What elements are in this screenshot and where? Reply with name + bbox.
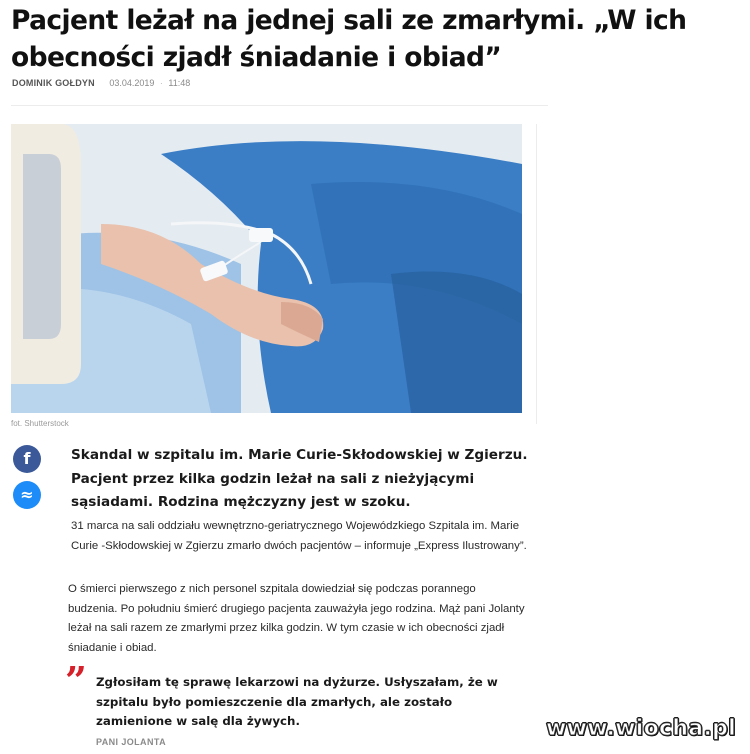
- byline: [12, 78, 190, 88]
- article-quote: Zgłosiłam tę sprawę lekarzowi na dyżurze. Usłyszałam, że w szpitalu było pomieszczenie dla zmarłych, ale zostało zamienione w salę dla żywych.: [96, 675, 498, 728]
- article-lead: Skandal w szpitalu im. Marie Curie-Skłodowskiej w Zgierzu. Pacjent przez kilka godzin leżał na sali z nieżyjącymi sąsiadami. Rodzina mężczyzny jest w szoku.: [71, 447, 528, 510]
- article-photo: [11, 124, 522, 413]
- photo-credit: fot. Shutterstock: [11, 419, 69, 428]
- column-divider: [536, 124, 537, 424]
- facebook-share-button[interactable]: [13, 445, 41, 473]
- publish-time: 11:48: [168, 78, 191, 88]
- author-name[interactable]: DOMINIK GOŁDYN: [12, 78, 95, 88]
- site-watermark: www.wiocha.pl: [546, 716, 736, 741]
- byline-separator: ·: [159, 78, 163, 88]
- facebook-icon: f: [23, 449, 31, 468]
- messenger-share-button[interactable]: [13, 481, 41, 509]
- article-paragraph-1: 31 marca na sali oddziału wewnętrzno-geriatrycznego Wojewódzkiego Szpitala im. Marie Curie -Skłodowskiej w Zgierzu zmarło dwóch pacjentów – informuje „Express Ilustrowany”.: [71, 520, 527, 552]
- quote-mark-icon: ”: [65, 658, 87, 703]
- header-divider: [11, 105, 548, 106]
- quote-author: PANI JOLANTA: [96, 737, 166, 747]
- messenger-icon: ≈: [20, 485, 34, 504]
- hospital-bed-illustration: [11, 124, 522, 413]
- article-paragraph-2: O śmierci pierwszego z nich personel szpitala dowiedział się podczas porannego budzenia. Po południu śmierć drugiego pacjenta zauważyła jego rodzina. Mąż pani Jolanty leżał na sali razem ze zmarłymi przez kilka godzin. W tym czasie w ich obecności zjadł śniadanie i obiad.: [68, 583, 525, 654]
- publish-date: 03.04.2019: [109, 78, 155, 88]
- article-title: Pacjent leżał na jednej sali ze zmarłymi. „W ich obecności zjadł śniadanie i obiad”: [11, 5, 687, 73]
